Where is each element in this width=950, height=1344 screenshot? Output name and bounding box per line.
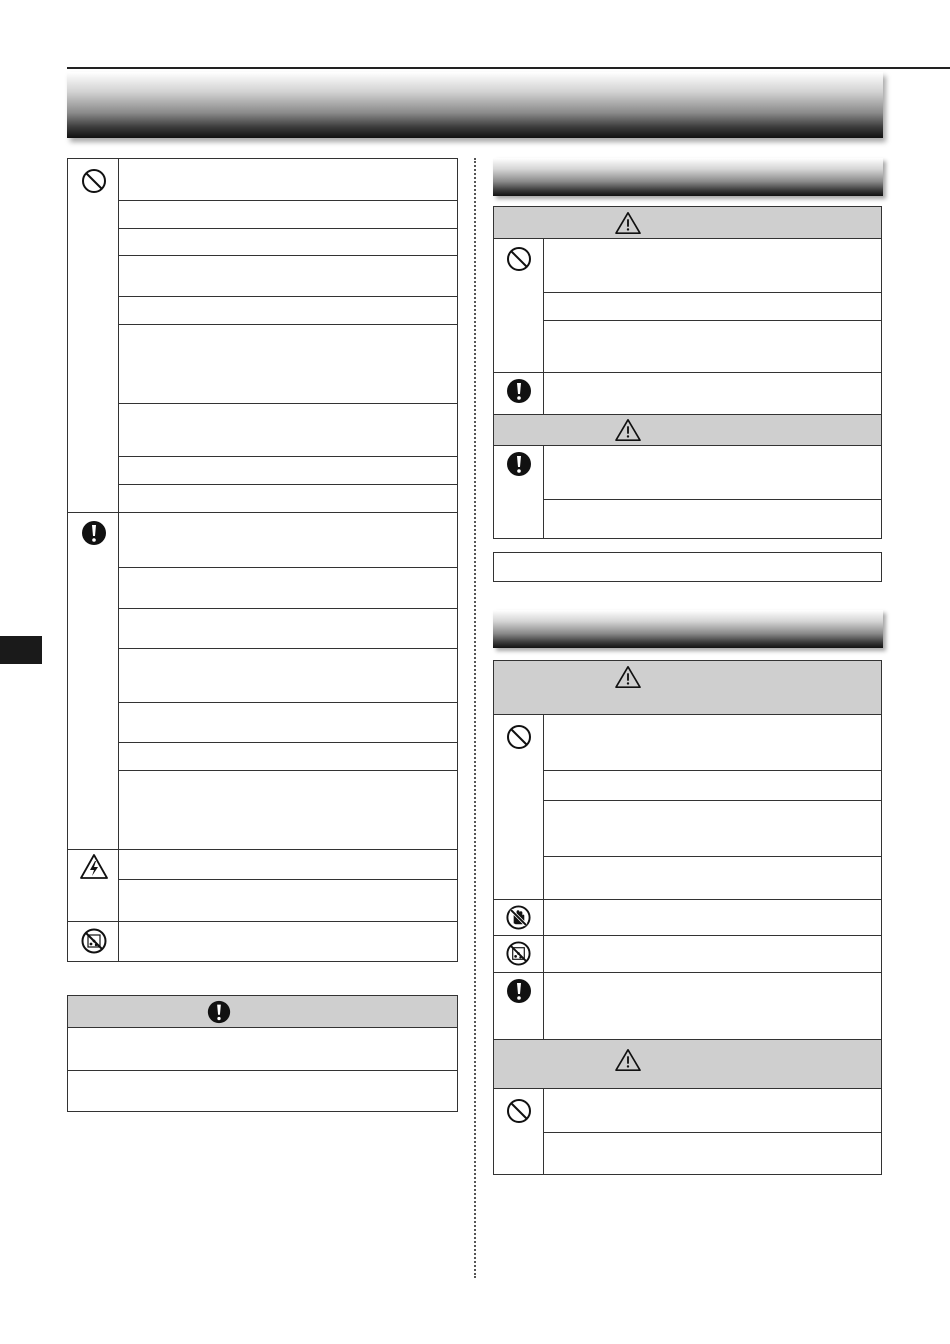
table-row bbox=[119, 484, 457, 485]
group-divider bbox=[494, 372, 881, 373]
mandatory-action-icon bbox=[206, 999, 232, 1025]
group-divider bbox=[68, 921, 457, 922]
table-row bbox=[119, 255, 457, 256]
note-box bbox=[493, 552, 882, 582]
left-safety-table bbox=[67, 158, 458, 962]
warning-triangle-icon bbox=[615, 211, 641, 235]
table-row bbox=[544, 770, 881, 771]
column-divider bbox=[474, 158, 476, 1278]
group-divider bbox=[494, 972, 881, 973]
no-water-splash-icon bbox=[80, 927, 108, 955]
caution-header bbox=[494, 414, 881, 446]
no-wet-hands-icon bbox=[505, 904, 532, 931]
caution-header bbox=[494, 1039, 881, 1089]
group-divider bbox=[68, 849, 457, 850]
table-row bbox=[119, 296, 457, 297]
table-row bbox=[119, 200, 457, 201]
left-mandatory-table bbox=[67, 995, 458, 1112]
prohibition-icon bbox=[505, 245, 533, 273]
warning-triangle-icon bbox=[615, 1048, 641, 1072]
top-rule bbox=[67, 67, 950, 69]
left-icon-column bbox=[68, 159, 119, 961]
section-banner-2 bbox=[493, 610, 883, 648]
table-row bbox=[119, 648, 457, 649]
table-row bbox=[544, 800, 881, 801]
table-row bbox=[119, 324, 457, 325]
table-row bbox=[119, 456, 457, 457]
section-banner-1 bbox=[493, 158, 883, 196]
table-row bbox=[119, 608, 457, 609]
table-row bbox=[119, 770, 457, 771]
chapter-side-tab bbox=[0, 636, 42, 664]
table-row bbox=[119, 228, 457, 229]
mandatory-action-icon bbox=[505, 977, 533, 1005]
group-divider bbox=[494, 899, 881, 900]
table-row bbox=[544, 856, 881, 857]
warning-triangle-icon bbox=[615, 665, 641, 689]
table-row bbox=[119, 403, 457, 404]
table-row bbox=[544, 292, 881, 293]
table-row bbox=[544, 320, 881, 321]
table-row bbox=[119, 742, 457, 743]
table-row bbox=[119, 702, 457, 703]
table-row bbox=[544, 1132, 881, 1133]
mandatory-action-icon bbox=[80, 519, 108, 547]
mandatory-header bbox=[68, 996, 457, 1028]
prohibition-icon bbox=[505, 1097, 533, 1125]
table-row bbox=[119, 567, 457, 568]
right-warning-table-1 bbox=[493, 206, 882, 539]
table-row bbox=[544, 499, 881, 500]
group-divider bbox=[494, 935, 881, 936]
warning-header bbox=[494, 207, 881, 239]
no-water-splash-icon bbox=[505, 940, 532, 967]
warning-triangle-icon bbox=[615, 418, 641, 442]
warning-header bbox=[494, 661, 881, 715]
page-header-banner bbox=[67, 72, 883, 138]
electric-shock-icon bbox=[80, 853, 108, 881]
prohibition-icon bbox=[80, 167, 108, 195]
mandatory-action-icon bbox=[505, 450, 533, 478]
prohibition-icon bbox=[505, 723, 533, 751]
table-row bbox=[68, 1070, 457, 1071]
group-divider bbox=[68, 512, 457, 513]
table-row bbox=[119, 879, 457, 880]
right-warning-table-2 bbox=[493, 660, 882, 1175]
mandatory-action-icon bbox=[505, 377, 533, 405]
